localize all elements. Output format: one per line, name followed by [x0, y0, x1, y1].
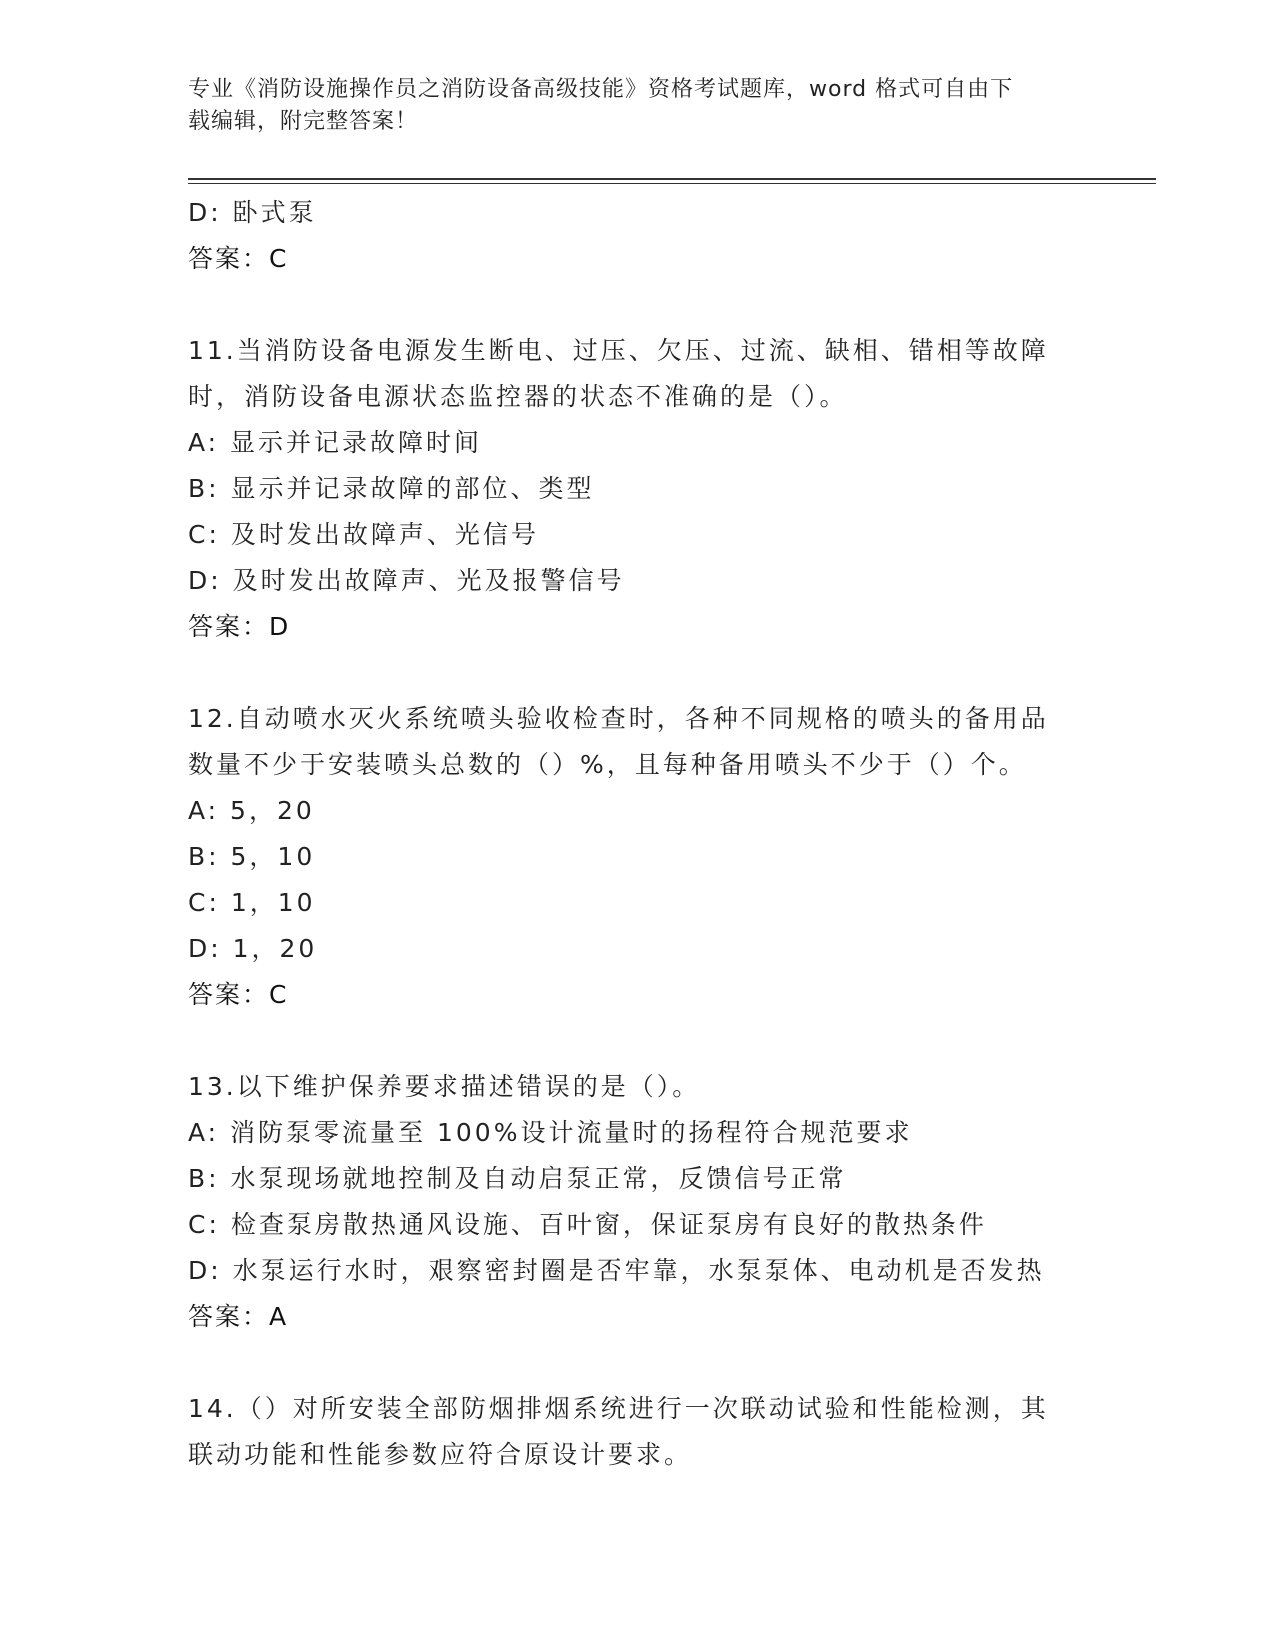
- answer-line: 答案：A: [188, 1302, 289, 1331]
- spacer: [188, 1340, 1088, 1386]
- question-stem-line: 13.以下维护保养要求描述错误的是（）。: [188, 1072, 701, 1101]
- question-stem-line: 联动功能和性能参数应符合原设计要求。: [188, 1440, 693, 1469]
- page-header: [188, 74, 1088, 138]
- spacer: [188, 282, 1088, 328]
- option-b: B: 显示并记录故障的部位、类型: [188, 474, 595, 503]
- question-stem-line: 14.（）对所安装全部防烟排烟系统进行一次联动试验和性能检测，其: [188, 1394, 1049, 1423]
- question-13: [188, 1064, 1088, 1340]
- answer-line: 答案：C: [188, 244, 289, 273]
- header-divider-thin: [188, 183, 1156, 184]
- option-b: B: 水泵现场就地控制及自动启泵正常，反馈信号正常: [188, 1164, 847, 1193]
- question-stem-line: 数量不少于安装喷头总数的（）%，且每种备用喷头不少于（）个。: [188, 750, 1027, 779]
- previous-question-tail: [188, 190, 1088, 282]
- answer-line: 答案：C: [188, 980, 289, 1009]
- spacer: [188, 650, 1088, 696]
- header-line-1: 专业《消防设施操作员之消防设备高级技能》资格考试题库，word 格式可自由下: [188, 77, 1014, 102]
- option-d: D: 1，20: [188, 934, 318, 963]
- option-c: C: 1，10: [188, 888, 316, 917]
- answer-line: 答案：D: [188, 612, 291, 641]
- spacer: [188, 1018, 1088, 1064]
- option-b: B: 5，10: [188, 842, 316, 871]
- option-a: A: 5，20: [188, 796, 315, 825]
- option-a: A: 消防泵零流量至 100%设计流量时的扬程符合规范要求: [188, 1118, 913, 1147]
- question-stem-line: 11.当消防设备电源发生断电、过压、欠压、过流、缺相、错相等故障: [188, 336, 1049, 365]
- question-12: [188, 696, 1088, 1018]
- option-d: D: 水泵运行水时，艰察密封圈是否牢靠，水泵泵体、电动机是否发热: [188, 1256, 1045, 1285]
- question-content: [188, 190, 1088, 1478]
- question-11: [188, 328, 1088, 650]
- option-c: C: 及时发出故障声、光信号: [188, 520, 539, 549]
- question-stem-line: 时，消防设备电源状态监控器的状态不准确的是（）。: [188, 382, 848, 411]
- option-c: C: 检查泵房散热通风设施、百叶窗，保证泵房有良好的散热条件: [188, 1210, 987, 1239]
- option-a: A: 显示并记录故障时间: [188, 428, 483, 457]
- question-14: [188, 1386, 1088, 1478]
- question-stem-line: 12.自动喷水灭火系统喷头验收检查时，各种不同规格的喷头的备用品: [188, 704, 1049, 733]
- header-line-2: 载编辑，附完整答案！: [188, 109, 419, 134]
- option-d: D: 卧式泵: [188, 198, 317, 227]
- option-d: D: 及时发出故障声、光及报警信号: [188, 566, 625, 595]
- header-divider-thick: [188, 178, 1156, 180]
